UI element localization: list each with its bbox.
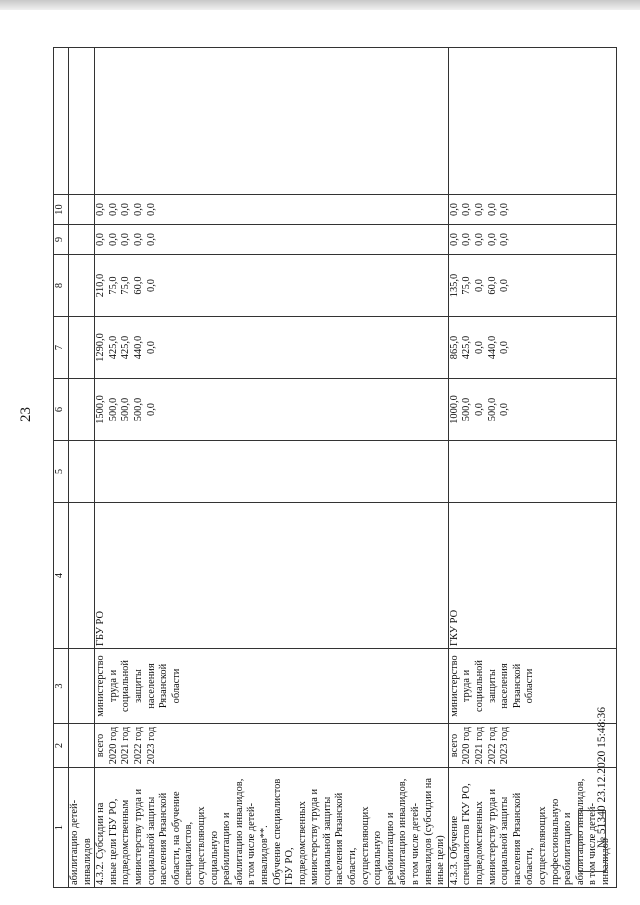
row-name-line: инвалидов bbox=[599, 838, 611, 885]
value-cell: 0,0 bbox=[486, 203, 498, 216]
row-org: ГКУ РО bbox=[448, 503, 616, 649]
row-name-line: области, bbox=[524, 847, 536, 885]
row-ministry bbox=[448, 649, 616, 724]
value-cell: 0,0 bbox=[461, 233, 473, 246]
header-cell: 1 bbox=[54, 768, 69, 888]
ministry-line: населения bbox=[499, 663, 511, 709]
value-cell: 0,0 bbox=[120, 233, 132, 246]
year-label: 2021 год bbox=[474, 726, 485, 765]
header-cell: 7 bbox=[54, 317, 69, 379]
value-cell: 0,0 bbox=[145, 341, 157, 354]
row-col10 bbox=[448, 195, 616, 225]
row-name-line: населения Рязанской bbox=[158, 792, 170, 885]
ministry-line: труда и bbox=[107, 669, 119, 703]
ministry-line: населения bbox=[145, 663, 157, 709]
row-name-line: социальную bbox=[208, 830, 220, 885]
year-label: 2023 год bbox=[145, 726, 157, 765]
value-cell: 0,0 bbox=[132, 233, 144, 246]
ministry-line: области bbox=[170, 668, 182, 704]
header-cell: 6 bbox=[54, 379, 69, 441]
row-col7 bbox=[95, 317, 449, 379]
ministry-line: защиты bbox=[486, 669, 498, 703]
row-name-line: ГБУ РО, bbox=[284, 847, 296, 885]
value-cell: 0,0 bbox=[107, 203, 119, 216]
row-years bbox=[448, 724, 616, 768]
program-table bbox=[53, 47, 617, 888]
value-cell: 0,0 bbox=[461, 203, 473, 216]
ministry-line: министерство bbox=[95, 655, 107, 717]
value-cell: 75,0 bbox=[461, 276, 473, 295]
row-name-line: инвалидов**. bbox=[258, 825, 270, 885]
value-cell: 0,0 bbox=[448, 233, 460, 246]
year-label: всего bbox=[448, 733, 460, 758]
ministry-line: Рязанской bbox=[511, 663, 523, 709]
value-cell: 0,0 bbox=[132, 203, 144, 216]
row-col8 bbox=[448, 255, 616, 317]
row-name-line: 4.3.2. Субсидии на bbox=[95, 802, 107, 885]
value-cell: 0,0 bbox=[448, 203, 460, 216]
value-cell: 0,0 bbox=[120, 203, 132, 216]
value-cell: 0,0 bbox=[107, 233, 119, 246]
value-cell: 865,0 bbox=[448, 335, 460, 360]
row-name-line: профессиональную bbox=[549, 798, 561, 885]
value-cell: 0,0 bbox=[95, 203, 107, 216]
value-cell: 500,0 bbox=[132, 397, 144, 422]
row-col9 bbox=[95, 225, 449, 255]
ministry-line: труда и bbox=[461, 669, 473, 703]
year-label: 2022 год bbox=[486, 726, 498, 765]
year-label: 2022 год bbox=[132, 726, 144, 765]
ministry-line: министерство bbox=[448, 655, 460, 717]
header-cell bbox=[54, 48, 69, 195]
header-cell: 9 bbox=[54, 225, 69, 255]
row-name-line: подведомственным bbox=[120, 799, 132, 885]
row-name-line: осуществляющих bbox=[536, 806, 548, 885]
year-label: 2023 год bbox=[499, 726, 511, 765]
row-name-line: абилитацию инвалидов, bbox=[397, 778, 409, 885]
value-cell: 0,0 bbox=[474, 203, 485, 216]
year-label: 2020 год bbox=[107, 726, 119, 765]
value-cell: 0,0 bbox=[95, 233, 107, 246]
value-cell: 500,0 bbox=[107, 397, 119, 422]
value-cell: 0,0 bbox=[474, 233, 485, 246]
value-cell: 0,0 bbox=[145, 279, 157, 292]
value-cell: 1000,0 bbox=[448, 395, 460, 424]
value-cell: 425,0 bbox=[120, 335, 132, 360]
value-cell: 425,0 bbox=[461, 335, 473, 360]
row-4-3-2 bbox=[95, 48, 449, 888]
header-cell: 2 bbox=[54, 724, 69, 768]
value-cell: 440,0 bbox=[132, 335, 144, 360]
row-name-line: иные цели ГБУ РО, bbox=[107, 798, 119, 885]
row-name-line: иные цели) bbox=[435, 835, 447, 885]
value-cell: 0,0 bbox=[474, 279, 485, 292]
row-name-line: социальную bbox=[372, 830, 384, 885]
page-number: 23 bbox=[18, 407, 34, 422]
value-cell: 440,0 bbox=[486, 335, 498, 360]
row-col5 bbox=[95, 441, 449, 503]
value-cell: 210,0 bbox=[95, 273, 107, 298]
value-cell: 60,0 bbox=[486, 276, 498, 295]
row-name-line: абилитацию инвалидов, bbox=[574, 778, 586, 885]
row-name-line: подведомственных bbox=[296, 801, 308, 885]
value-cell: 425,0 bbox=[107, 335, 119, 360]
row-name-line: 4.3.3. Обучение bbox=[448, 815, 460, 885]
value-cell: 0,0 bbox=[499, 233, 511, 246]
header-cell: 8 bbox=[54, 255, 69, 317]
row-name-line: инвалидов (субсидии на bbox=[422, 778, 434, 885]
row-name-line: Обучение специалистов bbox=[271, 778, 283, 885]
value-cell: 0,0 bbox=[474, 341, 485, 354]
ministry-line: социальной bbox=[474, 660, 485, 712]
row-name-line: в том числе детей- bbox=[587, 803, 599, 885]
registration-footer: № 51340 23.12.2020 15:48:36 bbox=[596, 707, 608, 848]
value-cell: 1500,0 bbox=[95, 395, 107, 424]
value-cell: 0,0 bbox=[145, 403, 157, 416]
row-col6 bbox=[448, 379, 616, 441]
row-col8 bbox=[95, 255, 449, 317]
row-name-line: реабилитацию и bbox=[221, 812, 233, 885]
header-row bbox=[54, 48, 69, 888]
value-cell: 1290,0 bbox=[95, 333, 107, 362]
value-cell: 0,0 bbox=[499, 279, 511, 292]
row-name-line: абилитацию инвалидов, bbox=[233, 778, 245, 885]
row-name-line: министерству труда и bbox=[132, 788, 144, 885]
value-cell: 0,0 bbox=[145, 233, 157, 246]
row-name-line: населения Рязанской bbox=[511, 792, 523, 885]
value-cell: 0,0 bbox=[486, 233, 498, 246]
row-name-line: реабилитацию и bbox=[562, 812, 574, 885]
value-cell: 500,0 bbox=[486, 397, 498, 422]
header-cell: 3 bbox=[54, 649, 69, 724]
row-name bbox=[95, 768, 449, 888]
row-name-line: социальной защиты bbox=[321, 796, 333, 885]
row-name-line: социальной защиты bbox=[499, 796, 511, 885]
value-cell: 0,0 bbox=[499, 203, 511, 216]
row-col11 bbox=[95, 48, 449, 195]
row-col7 bbox=[448, 317, 616, 379]
row-name-line: социальной защиты bbox=[145, 796, 157, 885]
value-cell: 75,0 bbox=[107, 276, 119, 295]
row-name-line: области, bbox=[347, 847, 359, 885]
value-cell: 75,0 bbox=[120, 276, 132, 295]
row-name-line: области, на обучение bbox=[170, 791, 182, 885]
year-label: всего bbox=[95, 733, 107, 758]
row-org: ГБУ РО bbox=[95, 503, 449, 649]
row-name-line: специалистов ГКУ РО, bbox=[461, 783, 473, 885]
value-cell: 0,0 bbox=[145, 203, 157, 216]
header-cell: 10 bbox=[54, 195, 69, 225]
row-name-line: специалистов, bbox=[183, 821, 195, 885]
scan-edge bbox=[0, 0, 640, 10]
year-label: 2020 год bbox=[461, 726, 473, 765]
row-col6 bbox=[95, 379, 449, 441]
row-name-line: министерству труда и bbox=[486, 788, 498, 885]
row-col5 bbox=[448, 441, 616, 503]
ministry-line: защиты bbox=[132, 669, 144, 703]
row-name-line: подведомственных bbox=[474, 801, 485, 885]
value-cell: 0,0 bbox=[499, 341, 511, 354]
header-cell: 5 bbox=[54, 441, 69, 503]
value-cell: 0,0 bbox=[499, 403, 511, 416]
ministry-line: социальной bbox=[120, 660, 132, 712]
row-name-line: в том числе детей- bbox=[410, 803, 422, 885]
row-name-line: населения Рязанской bbox=[334, 792, 346, 885]
row-name-line: осуществляющих bbox=[359, 806, 371, 885]
row-col10 bbox=[95, 195, 449, 225]
header-cell: 4 bbox=[54, 503, 69, 649]
row-name-line: осуществляющих bbox=[195, 806, 207, 885]
year-label: 2021 год bbox=[120, 726, 132, 765]
rotated-table-area bbox=[53, 48, 611, 888]
row-name-line: министерству труда и bbox=[309, 788, 321, 885]
row-name-line: реабилитацию и bbox=[384, 812, 396, 885]
row-col9 bbox=[448, 225, 616, 255]
row-name-line: в том числе детей- bbox=[246, 803, 258, 885]
continuation-row bbox=[69, 48, 95, 888]
row-ministry bbox=[95, 649, 449, 724]
value-cell: 500,0 bbox=[461, 397, 473, 422]
ministry-line: области bbox=[524, 668, 536, 704]
value-cell: 135,0 bbox=[448, 273, 460, 298]
value-cell: 0,0 bbox=[474, 403, 485, 416]
ministry-line: Рязанской bbox=[158, 663, 170, 709]
row-col11 bbox=[448, 48, 616, 195]
continuation-cell: абилитацию детей- инвалидов bbox=[69, 768, 95, 888]
value-cell: 500,0 bbox=[120, 397, 132, 422]
row-4-3-3 bbox=[448, 48, 616, 888]
row-years bbox=[95, 724, 449, 768]
value-cell: 60,0 bbox=[132, 276, 144, 295]
